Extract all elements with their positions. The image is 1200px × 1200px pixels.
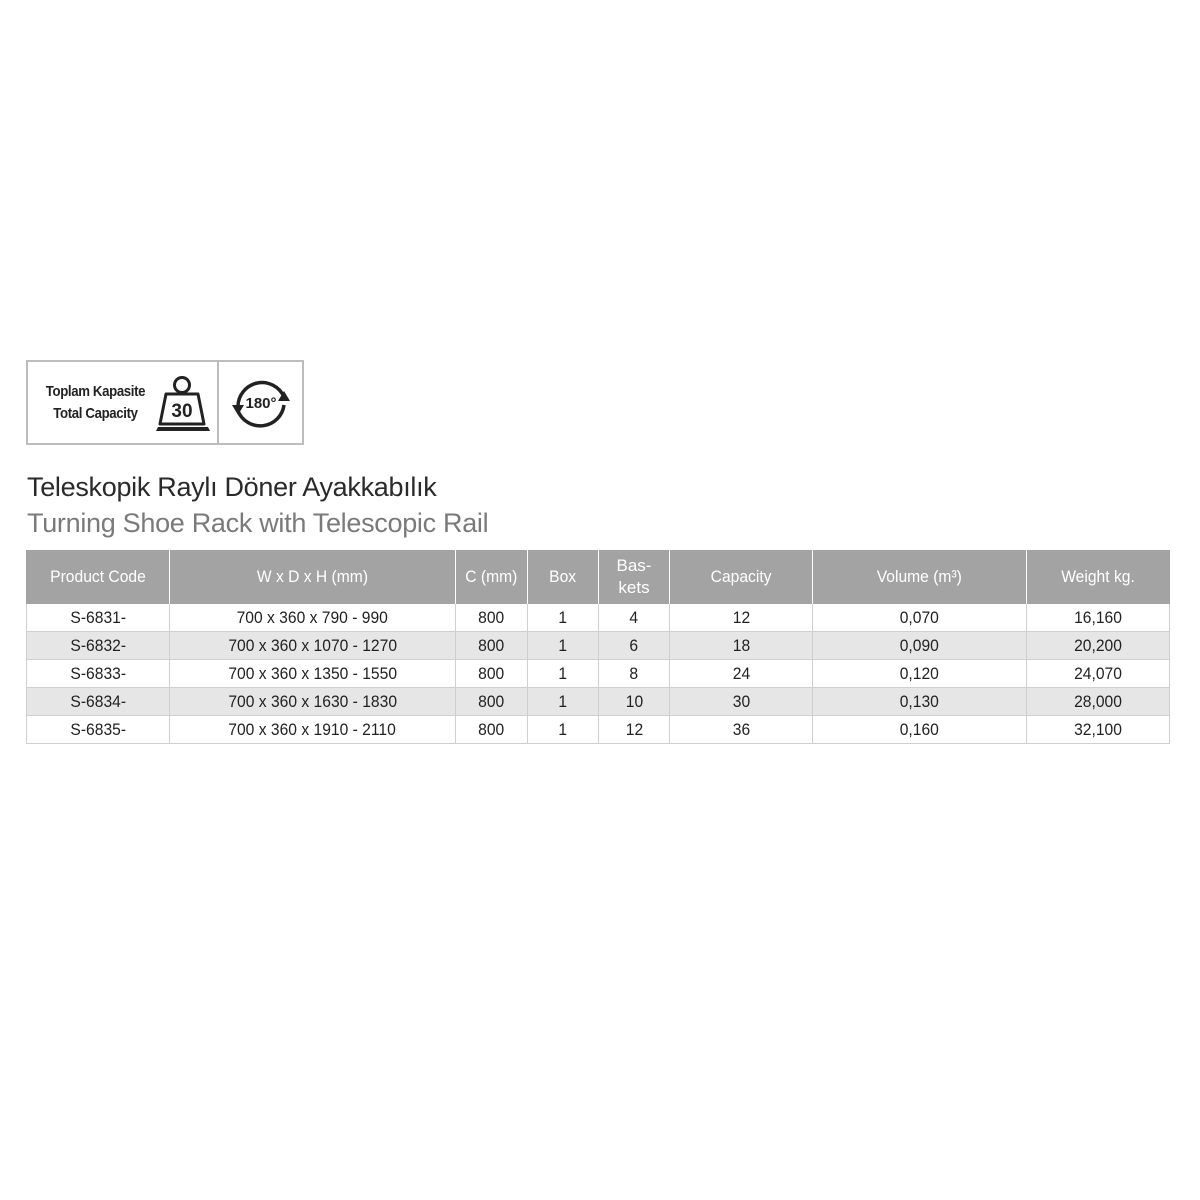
cell-code: S-6831- <box>27 604 170 632</box>
rotation-badge <box>219 362 302 443</box>
cell-volume: 0,090 <box>813 632 1027 660</box>
header-dimensions: W x D x H (mm) <box>170 550 456 604</box>
cell-box: 1 <box>528 688 599 716</box>
feature-badges <box>26 360 304 445</box>
cell-baskets: 10 <box>599 688 670 716</box>
cell-volume: 0,160 <box>813 716 1027 744</box>
cell-baskets: 4 <box>599 604 670 632</box>
capacity-label-tr: Toplam Kapasite <box>45 382 146 400</box>
capacity-label-en: Total Capacity <box>53 404 138 422</box>
cell-capacity: 36 <box>670 716 813 744</box>
cell-code: S-6832- <box>27 632 170 660</box>
cell-box: 1 <box>528 604 599 632</box>
cell-dims: 700 x 360 x 1910 - 2110 <box>170 716 456 744</box>
weight-icon <box>154 372 212 434</box>
header-capacity: Capacity <box>670 550 813 604</box>
cell-capacity: 24 <box>670 660 813 688</box>
rotate-180-icon <box>226 371 296 435</box>
capacity-value: 30 <box>171 400 193 422</box>
cell-c: 800 <box>456 632 528 660</box>
table-row <box>27 688 1170 716</box>
cell-baskets: 6 <box>599 632 670 660</box>
cell-dims: 700 x 360 x 1630 - 1830 <box>170 688 456 716</box>
table-header-row <box>27 550 1170 604</box>
table-row <box>27 632 1170 660</box>
cell-baskets: 12 <box>599 716 670 744</box>
cell-capacity: 12 <box>670 604 813 632</box>
cell-code: S-6834- <box>27 688 170 716</box>
header-weight: Weight kg. <box>1027 550 1170 604</box>
header-box: Box <box>528 550 599 604</box>
cell-c: 800 <box>456 604 528 632</box>
product-title-tr: Teleskopik Raylı Döner Ayakkabılık <box>27 472 437 502</box>
header-baskets-line1: Bas- <box>616 556 652 575</box>
capacity-label <box>46 381 145 425</box>
cell-box: 1 <box>528 716 599 744</box>
cell-box: 1 <box>528 632 599 660</box>
header-volume: Volume (m³) <box>813 550 1027 604</box>
cell-weight: 20,200 <box>1027 632 1170 660</box>
cell-volume: 0,130 <box>813 688 1027 716</box>
cell-c: 800 <box>456 660 528 688</box>
cell-weight: 28,000 <box>1027 688 1170 716</box>
table-row <box>27 716 1170 744</box>
table-row <box>27 604 1170 632</box>
cell-c: 800 <box>456 688 528 716</box>
cell-dims: 700 x 360 x 790 - 990 <box>170 604 456 632</box>
cell-baskets: 8 <box>599 660 670 688</box>
header-baskets-line2: kets <box>618 578 650 597</box>
header-c: C (mm) <box>456 550 528 604</box>
cell-capacity: 30 <box>670 688 813 716</box>
cell-dims: 700 x 360 x 1350 - 1550 <box>170 660 456 688</box>
cell-volume: 0,120 <box>813 660 1027 688</box>
total-capacity-badge <box>28 362 219 443</box>
rotation-label: 180° <box>244 394 277 412</box>
cell-code: S-6833- <box>27 660 170 688</box>
product-title-en: Turning Shoe Rack with Telescopic Rail <box>27 508 489 538</box>
cell-weight: 32,100 <box>1027 716 1170 744</box>
cell-weight: 16,160 <box>1027 604 1170 632</box>
cell-code: S-6835- <box>27 716 170 744</box>
table-row <box>27 660 1170 688</box>
header-product-code: Product Code <box>27 550 170 604</box>
header-baskets <box>599 550 670 604</box>
cell-weight: 24,070 <box>1027 660 1170 688</box>
cell-c: 800 <box>456 716 528 744</box>
cell-volume: 0,070 <box>813 604 1027 632</box>
cell-capacity: 18 <box>670 632 813 660</box>
spec-table <box>26 550 1170 744</box>
cell-dims: 700 x 360 x 1070 - 1270 <box>170 632 456 660</box>
cell-box: 1 <box>528 660 599 688</box>
